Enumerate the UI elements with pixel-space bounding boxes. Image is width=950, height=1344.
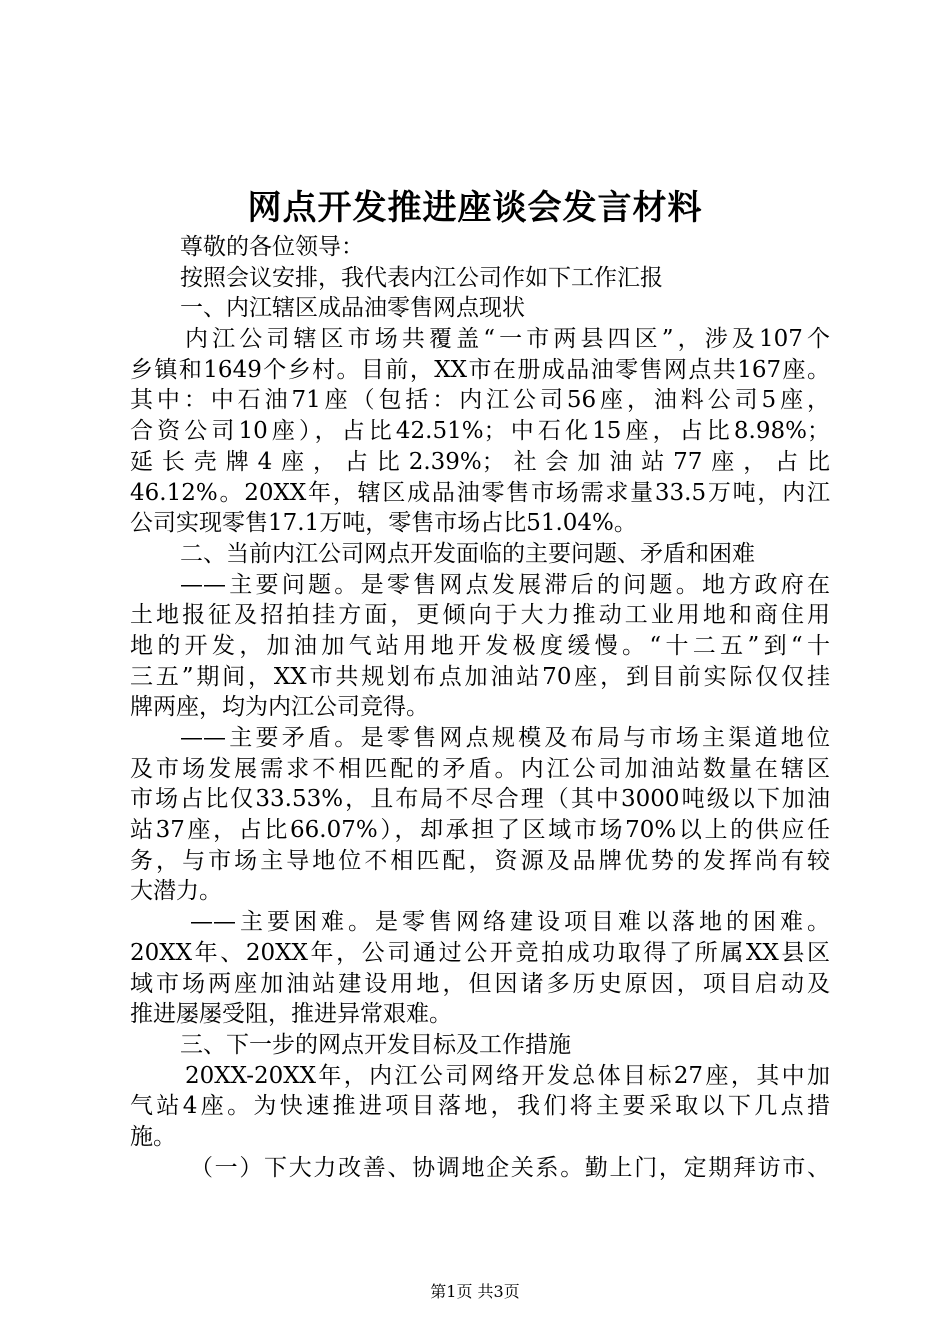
- paragraph-line: 域市场两座加油站建设用地，但因诸多历史原因，项目启动及: [130, 970, 830, 997]
- intro-line: 按照会议安排，我代表内江公司作如下工作汇报: [180, 264, 663, 291]
- paragraph-line: 站37座，占比66.07%），却承担了区域市场70%以上的供应任: [130, 817, 830, 844]
- paragraph-line: 延长壳牌4座，占比2.39%；社会加油站77座，占比: [130, 448, 830, 475]
- salutation: 尊敬的各位领导：: [180, 234, 364, 260]
- paragraph-line: 内江公司辖区市场共覆盖“一市两县四区”，涉及107个: [185, 326, 830, 353]
- section-heading-1: 一、内江辖区成品油零售网点现状: [180, 295, 525, 322]
- paragraph-line: （一）下大力改善、协调地企关系。勤上门，定期拜访市、: [190, 1154, 830, 1181]
- paragraph-line: ——主要困难。是零售网络建设项目难以落地的困难。: [190, 909, 830, 936]
- paragraph-line: 地的开发，加油加气站用地开发极度缓慢。“十二五”到“十: [130, 632, 830, 659]
- paragraph-line: 大潜力。: [130, 878, 222, 905]
- section-heading-3: 三、下一步的网点开发目标及工作措施: [180, 1031, 571, 1058]
- paragraph-line: 乡镇和1649个乡村。目前，XX市在册成品油零售网点共167座。: [130, 356, 830, 383]
- paragraph-line: 合资公司10座），占比42.51%；中石化15座，占比8.98%；: [130, 418, 830, 445]
- paragraph-line: 牌两座，均为内江公司竞得。: [130, 694, 429, 721]
- paragraph-line: 及市场发展需求不相匹配的矛盾。内江公司加油站数量在辖区: [130, 755, 830, 782]
- paragraph-line: 公司实现零售17.1万吨，零售市场占比51.04%。: [130, 510, 637, 537]
- document-body: [130, 232, 830, 1183]
- page-footer: 第1页 共3页: [430, 1282, 520, 1301]
- paragraph-line: ——主要矛盾。是零售网点规模及布局与市场主渠道地位: [180, 725, 830, 751]
- paragraph-line: ——主要问题。是零售网点发展滞后的问题。地方政府在: [180, 571, 830, 598]
- paragraph-line: 20XX年、20XX年，公司通过公开竞拍成功取得了所属XX县区: [130, 939, 830, 966]
- paragraph-line: 推进屡屡受阻，推进异常艰难。: [130, 1001, 452, 1028]
- document-title: 网点开发推进座谈会发言材料: [247, 188, 703, 228]
- paragraph-line: 土地报征及招拍挂方面，更倾向于大力推动工业用地和商住用: [130, 602, 830, 629]
- section-heading-2: 二、当前内江公司网点开发面临的主要问题、矛盾和困难: [180, 540, 755, 567]
- paragraph-line: 46.12%。20XX年，辖区成品油零售市场需求量33.5万吨，内江: [130, 479, 830, 506]
- paragraph-line: 施。: [130, 1123, 176, 1150]
- paragraph-line: 20XX-20XX年，内江公司网络开发总体目标27座，其中加: [185, 1062, 830, 1089]
- paragraph-line: 其中：中石油71座（包括：内江公司56座，油料公司5座，: [130, 387, 830, 414]
- paragraph-line: 气站4座。为快速推进项目落地，我们将主要采取以下几点措: [130, 1093, 830, 1120]
- paragraph-line: 三五”期间，XX市共规划布点加油站70座，到目前实际仅仅挂: [130, 663, 830, 690]
- paragraph-line: 市场占比仅33.53%，且布局不尽合理（其中3000吨级以下加油: [130, 786, 830, 813]
- paragraph-line: 务，与市场主导地位不相匹配，资源及品牌优势的发挥尚有较: [130, 847, 830, 874]
